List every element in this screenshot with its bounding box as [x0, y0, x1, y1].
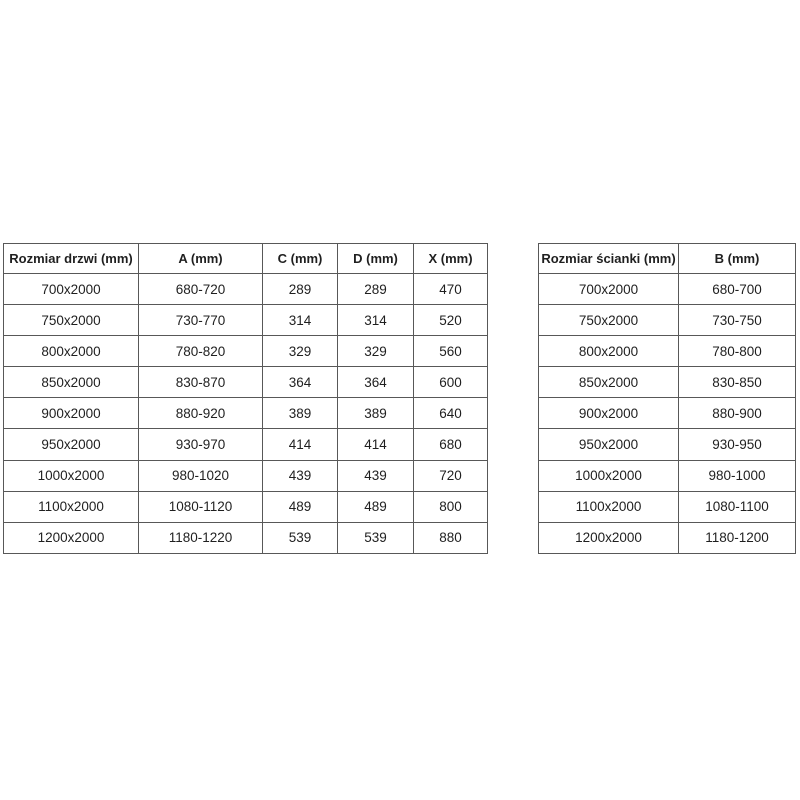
table-cell: 414 [263, 429, 338, 460]
table-cell: 800x2000 [4, 336, 139, 367]
table-cell: 880 [414, 522, 488, 553]
table-cell: 1000x2000 [539, 460, 679, 491]
column-header: Rozmiar ścianki (mm) [539, 244, 679, 274]
table-cell: 314 [338, 305, 414, 336]
table-cell: 950x2000 [4, 429, 139, 460]
column-header: A (mm) [139, 244, 263, 274]
table-cell: 439 [338, 460, 414, 491]
table-cell: 539 [338, 522, 414, 553]
table-cell: 314 [263, 305, 338, 336]
table-cell: 364 [263, 367, 338, 398]
table-cell: 1180-1200 [679, 522, 796, 553]
table-row [539, 491, 796, 522]
table-cell: 700x2000 [539, 274, 679, 305]
table-cell: 680 [414, 429, 488, 460]
table-cell: 980-1000 [679, 460, 796, 491]
table-cell: 1100x2000 [539, 491, 679, 522]
wall-sizes-table [538, 243, 796, 554]
table-cell: 750x2000 [539, 305, 679, 336]
table-cell: 730-770 [139, 305, 263, 336]
table-cell: 1080-1120 [139, 491, 263, 522]
table-row [539, 274, 796, 305]
table-row [4, 305, 488, 336]
table-cell: 930-970 [139, 429, 263, 460]
table-row [539, 305, 796, 336]
table-cell: 1100x2000 [4, 491, 139, 522]
header-row [4, 244, 488, 274]
table-cell: 980-1020 [139, 460, 263, 491]
table-cell: 680-700 [679, 274, 796, 305]
table-cell: 850x2000 [4, 367, 139, 398]
table-cell: 329 [263, 336, 338, 367]
table-row [4, 491, 488, 522]
table-row [539, 429, 796, 460]
table-cell: 1200x2000 [539, 522, 679, 553]
table-cell: 389 [263, 398, 338, 429]
table-cell: 680-720 [139, 274, 263, 305]
table-row [539, 522, 796, 553]
table-cell: 850x2000 [539, 367, 679, 398]
table-row [4, 398, 488, 429]
table-cell: 800 [414, 491, 488, 522]
table-row [4, 367, 488, 398]
table-cell: 880-920 [139, 398, 263, 429]
table-row [4, 336, 488, 367]
header-row [539, 244, 796, 274]
table-cell: 800x2000 [539, 336, 679, 367]
table-cell: 364 [338, 367, 414, 398]
table-cell: 780-820 [139, 336, 263, 367]
table-row [539, 367, 796, 398]
table-cell: 600 [414, 367, 488, 398]
table-cell: 880-900 [679, 398, 796, 429]
column-header: D (mm) [338, 244, 414, 274]
table-cell: 900x2000 [539, 398, 679, 429]
table-cell: 539 [263, 522, 338, 553]
table-row [4, 274, 488, 305]
table-cell: 720 [414, 460, 488, 491]
table-cell: 1000x2000 [4, 460, 139, 491]
table-cell: 950x2000 [539, 429, 679, 460]
table-cell: 520 [414, 305, 488, 336]
table-cell: 489 [338, 491, 414, 522]
table-cell: 1180-1220 [139, 522, 263, 553]
table-cell: 1200x2000 [4, 522, 139, 553]
column-header: C (mm) [263, 244, 338, 274]
table-cell: 930-950 [679, 429, 796, 460]
door-sizes-table [3, 243, 488, 554]
table-cell: 750x2000 [4, 305, 139, 336]
column-header: B (mm) [679, 244, 796, 274]
table-row [539, 398, 796, 429]
table-cell: 1080-1100 [679, 491, 796, 522]
table-cell: 640 [414, 398, 488, 429]
table-cell: 560 [414, 336, 488, 367]
table-cell: 329 [338, 336, 414, 367]
table-cell: 780-800 [679, 336, 796, 367]
table-row [539, 460, 796, 491]
column-header: Rozmiar drzwi (mm) [4, 244, 139, 274]
table-cell: 700x2000 [4, 274, 139, 305]
column-header: X (mm) [414, 244, 488, 274]
table-cell: 489 [263, 491, 338, 522]
table-row [4, 522, 488, 553]
table-cell: 730-750 [679, 305, 796, 336]
table-row [4, 429, 488, 460]
table-cell: 900x2000 [4, 398, 139, 429]
table-cell: 830-870 [139, 367, 263, 398]
table-cell: 414 [338, 429, 414, 460]
table-row [539, 336, 796, 367]
table-cell: 830-850 [679, 367, 796, 398]
table-cell: 289 [263, 274, 338, 305]
table-cell: 289 [338, 274, 414, 305]
table-row [4, 460, 488, 491]
table-cell: 439 [263, 460, 338, 491]
table-cell: 389 [338, 398, 414, 429]
table-cell: 470 [414, 274, 488, 305]
